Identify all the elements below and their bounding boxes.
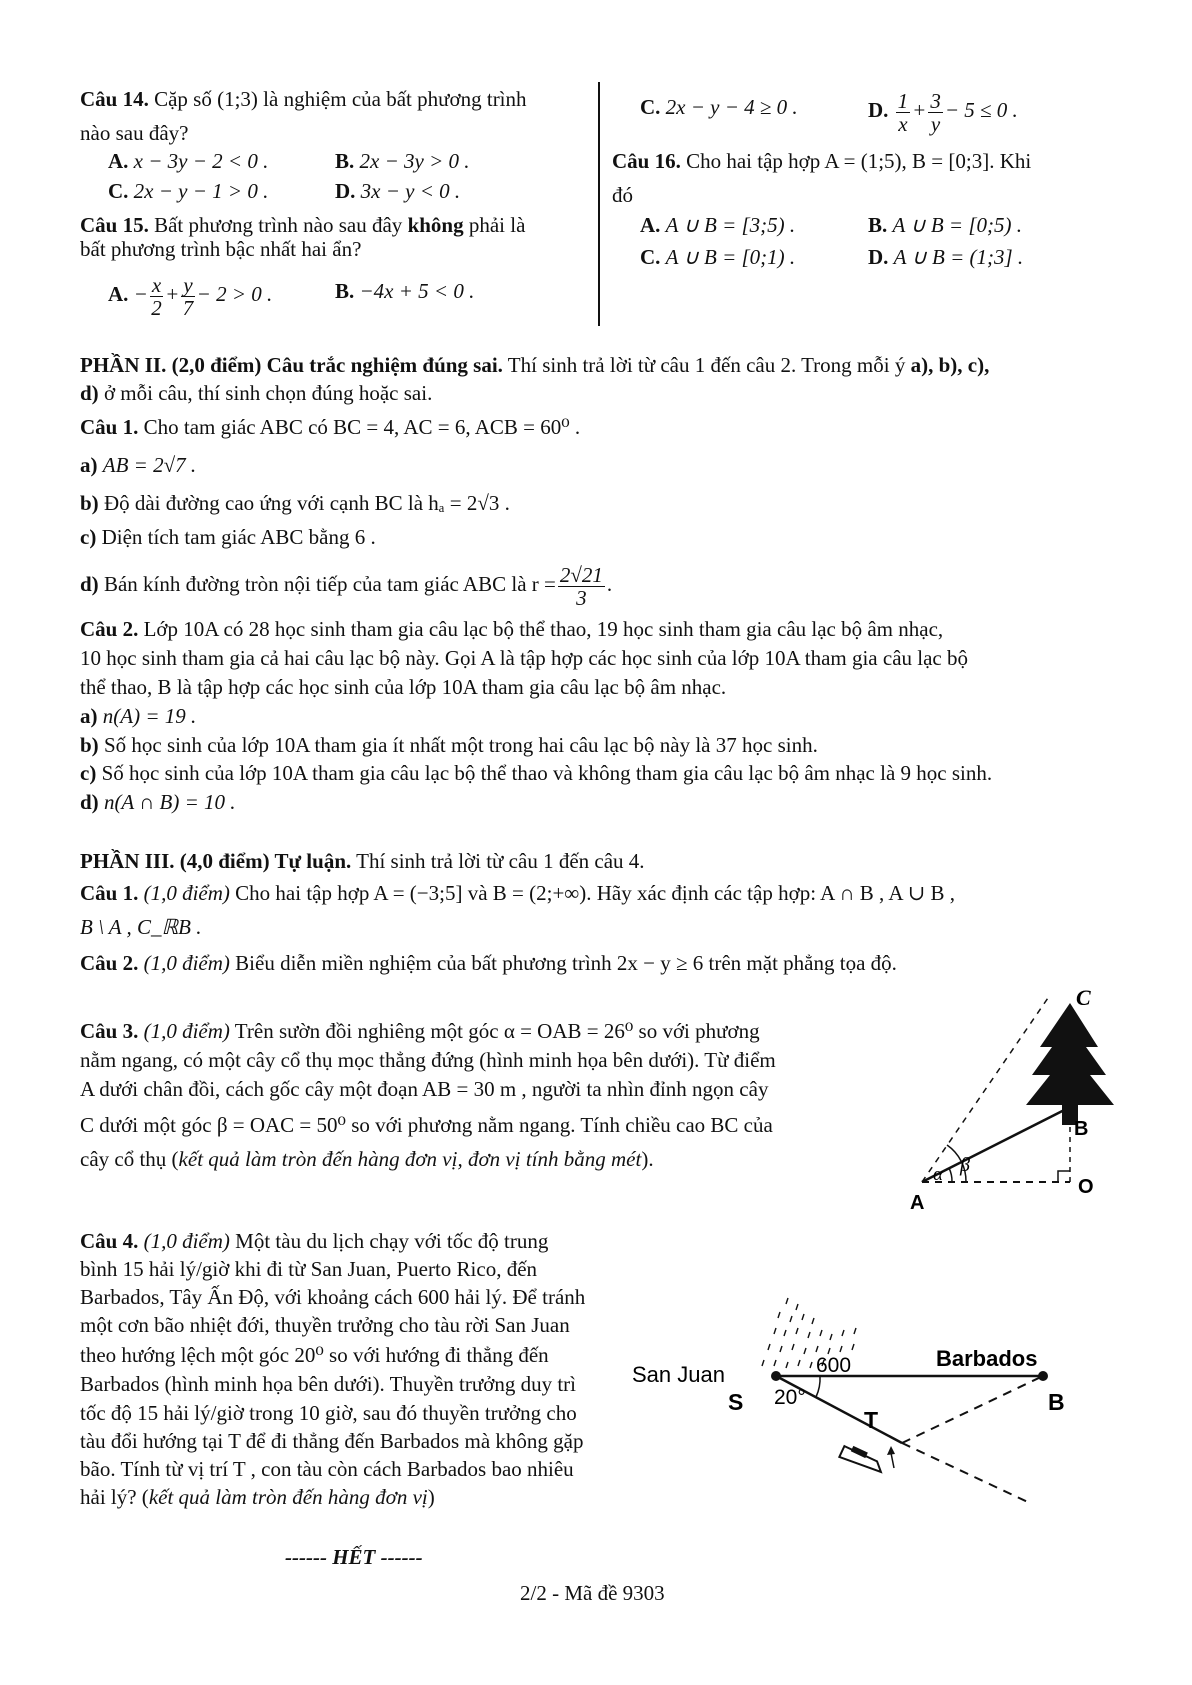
p2-q2-line3: thể thao, B là tập hợp các học sinh của lớp 10A tham gia câu lạc bộ âm nhạc. (80, 675, 727, 699)
alpha-arc (949, 1168, 952, 1182)
q14-option-d: D. 3x − y < 0 . (335, 179, 461, 203)
p2-q1-c: c) Diện tích tam giác ABC bằng 6 . (80, 525, 376, 549)
p2-q2-line1: Câu 2. Lớp 10A có 28 học sinh tham gia câu lạc bộ thể thao, 19 học sinh tham gia câu lạc bộ âm nhạc, (80, 617, 944, 641)
beta-label: β (960, 1154, 970, 1176)
q14-stem-line1: Câu 14. Cặp số (1;3) là nghiệm của bất phương trình (80, 87, 527, 111)
q14-option-c: C. 2x − y − 1 > 0 . (108, 179, 269, 203)
q14-stem-line2: nào sau đây? (80, 121, 189, 145)
ship-icon (839, 1442, 886, 1475)
p2-q2-line2: 10 học sinh tham gia cả hai câu lạc bộ này. Gọi A là tập hợp các học sinh của lớp 10A tham gia câu lạc bộ (80, 646, 968, 670)
point-c-label: C (1076, 985, 1091, 1010)
q14-option-b: B. 2x − 3y > 0 . (335, 149, 470, 173)
point-b-label: B (1048, 1389, 1065, 1415)
p2-q2-b: b) Số học sinh của lớp 10A tham gia ít nhất một trong hai câu lạc bộ này là 37 học sinh. (80, 733, 818, 757)
q14-option-a: A. x − 3y − 2 < 0 . (108, 149, 269, 173)
q15-option-d: D. $\frac{1}{x}$ + $\frac{3}{y}$ − 5 ≤ 0 . (868, 88, 1018, 136)
point-t-label: T (864, 1407, 879, 1433)
p3-q1-line1: Câu 1. (1,0 điểm) Cho hai tập hợp A = (−3;5] và B = (2;+∞). Hãy xác định các tập hợp: A ∩ B , A ∪ B , (80, 881, 955, 905)
part2-intro: d) ở mỗi câu, thí sinh chọn đúng hoặc sai. (80, 381, 433, 405)
p3-q4-line6: Barbados (hình minh họa bên dưới). Thuyền trưởng duy trì (80, 1372, 577, 1396)
san-juan-label: San Juan (632, 1362, 725, 1387)
p3-q4-line10: hải lý? (kết quả làm tròn đến hàng đơn vị) (80, 1485, 435, 1509)
p2-q2-d: d) n(A ∩ B) = 10 . (80, 790, 236, 814)
part2-heading: PHẦN II. (2,0 điểm) Câu trắc nghiệm đúng sai. Thí sinh trả lời từ câu 1 đến câu 2. Trong mỗi ý a), b), c), (80, 353, 990, 377)
turn-arrow (891, 1453, 894, 1468)
q16-option-c: C. A ∪ B = [0;1) . (640, 245, 796, 269)
p2-q1-stem: Câu 1. Cho tam giác ABC có BC = 4, AC = 6, ACB = 60⁰ . (80, 415, 581, 439)
point-s-label: S (728, 1389, 744, 1415)
p3-q2-line1: Câu 2. (1,0 điểm) Biểu diễn miền nghiệm của bất phương trình 2x − y ≥ 6 trên mặt phẳng tọa độ. (80, 951, 897, 975)
point-o-label: O (1078, 1176, 1094, 1198)
q16-stem-line2: đó (612, 183, 633, 207)
page-footer: 2/2 - Mã đề 9303 (520, 1581, 665, 1605)
ship-route-figure (632, 1290, 1100, 1510)
q16-option-a: A. A ∪ B = [3;5) . (640, 213, 796, 237)
p3-q4-line9: bão. Tính từ vị trí T , con tàu còn cách Barbados bao nhiêu (80, 1457, 574, 1481)
p3-q4-line8: tàu đổi hướng tại T để đi thẳng đến Barbados mà không gặp (80, 1429, 584, 1453)
p3-q3-line2: nằm ngang, có một cây cổ thụ mọc thẳng đứng (hình minh họa bên dưới). Từ điểm (80, 1048, 776, 1072)
p3-q4-line7: tốc độ 15 hải lý/giờ trong 10 giờ, sau đó thuyền trưởng cho (80, 1401, 577, 1425)
q15-stem-line1: Câu 15. Bất phương trình nào sau đây không phải là (80, 213, 526, 237)
p2-q1-b: b) Độ dài đường cao ứng với cạnh BC là hₐ = 2√3 . (80, 491, 510, 515)
p3-q4-line5: theo hướng lệch một góc 20⁰ so với hướng đi thẳng đến (80, 1343, 549, 1367)
p3-q4-line1: Câu 4. (1,0 điểm) Một tàu du lịch chạy với tốc độ trung (80, 1229, 549, 1253)
p3-q4-line4: một cơn bão nhiệt đới, thuyền trưởng cho tàu rời San Juan (80, 1313, 570, 1337)
p3-q3-line4: C dưới một góc β = OAC = 50⁰ so với phương nằm ngang. Tính chiều cao BC của (80, 1113, 773, 1137)
p3-q1-line2: B \ A , C_ℝB . (80, 915, 202, 939)
angle-label: 20° (774, 1386, 806, 1409)
right-angle-mark (1058, 1171, 1070, 1182)
q15-option-b: B. −4x + 5 < 0 . (335, 279, 475, 303)
q15-stem-line2: bất phương trình bậc nhất hai ẩn? (80, 237, 362, 261)
end-marker: ------ HẾT ------ (285, 1545, 423, 1569)
q16-option-d: D. A ∪ B = (1;3] . (868, 245, 1024, 269)
p2-q2-c: c) Số học sinh của lớp 10A tham gia câu lạc bộ thể thao và không tham gia câu lạc bộ âm nhạc là 9 học sinh. (80, 761, 993, 785)
t-to-barbados-line (902, 1376, 1043, 1443)
p2-q1-a: a) AB = 2√7 . (80, 453, 197, 477)
angle-arc (816, 1376, 820, 1397)
point-b-label: B (1074, 1118, 1089, 1140)
point-a-label: A (910, 1192, 925, 1214)
p3-q3-line5: cây cổ thụ (kết quả làm tròn đến hàng đơn vị, đơn vị tính bằng mét). (80, 1147, 654, 1171)
q16-stem-line1: Câu 16. Cho hai tập hợp A = (1;5), B = [0;3]. Khi (612, 149, 1032, 173)
turn-arrowhead (887, 1446, 895, 1455)
q15-option-a: A. − $\frac{x}{2}$ + $\frac{y}{7}$ − 2 > 0 . (108, 272, 273, 320)
distance-label: 600 (816, 1354, 852, 1377)
barbados-label: Barbados (936, 1346, 1038, 1371)
q15-option-c: C. 2x − y − 4 ≥ 0 . (640, 95, 798, 119)
sight-line (922, 995, 1050, 1182)
p3-q4-line2: bình 15 hải lý/giờ khi đi từ San Juan, Puerto Rico, đến (80, 1257, 538, 1281)
tree-slope-figure (900, 985, 1100, 1215)
tree-icon (1026, 1003, 1114, 1125)
p2-q2-a: a) n(A) = 19 . (80, 704, 197, 728)
alpha-label: α (933, 1164, 943, 1185)
q16-option-b: B. A ∪ B = [0;5) . (868, 213, 1022, 237)
p3-q4-line3: Barbados, Tây Ấn Độ, với khoảng cách 600 hải lý. Để tránh (80, 1285, 586, 1309)
part3-heading: PHẦN III. (4,0 điểm) Tự luận. Thí sinh trả lời từ câu 1 đến câu 4. (80, 849, 645, 873)
p3-q3-line3: A dưới chân đồi, cách gốc cây một đoạn AB = 30 m , người ta nhìn đỉnh ngọn cây (80, 1077, 769, 1101)
p2-q1-d: d) Bán kính đường tròn nội tiếp của tam giác ABC là r = $\frac{2√21}{3}$ . (80, 562, 613, 610)
continuation-line (902, 1443, 1032, 1504)
column-divider (598, 82, 600, 326)
p3-q3-line1: Câu 3. (1,0 điểm) Trên sườn đồi nghiêng một góc α = OAB = 26⁰ so với phương (80, 1019, 760, 1043)
